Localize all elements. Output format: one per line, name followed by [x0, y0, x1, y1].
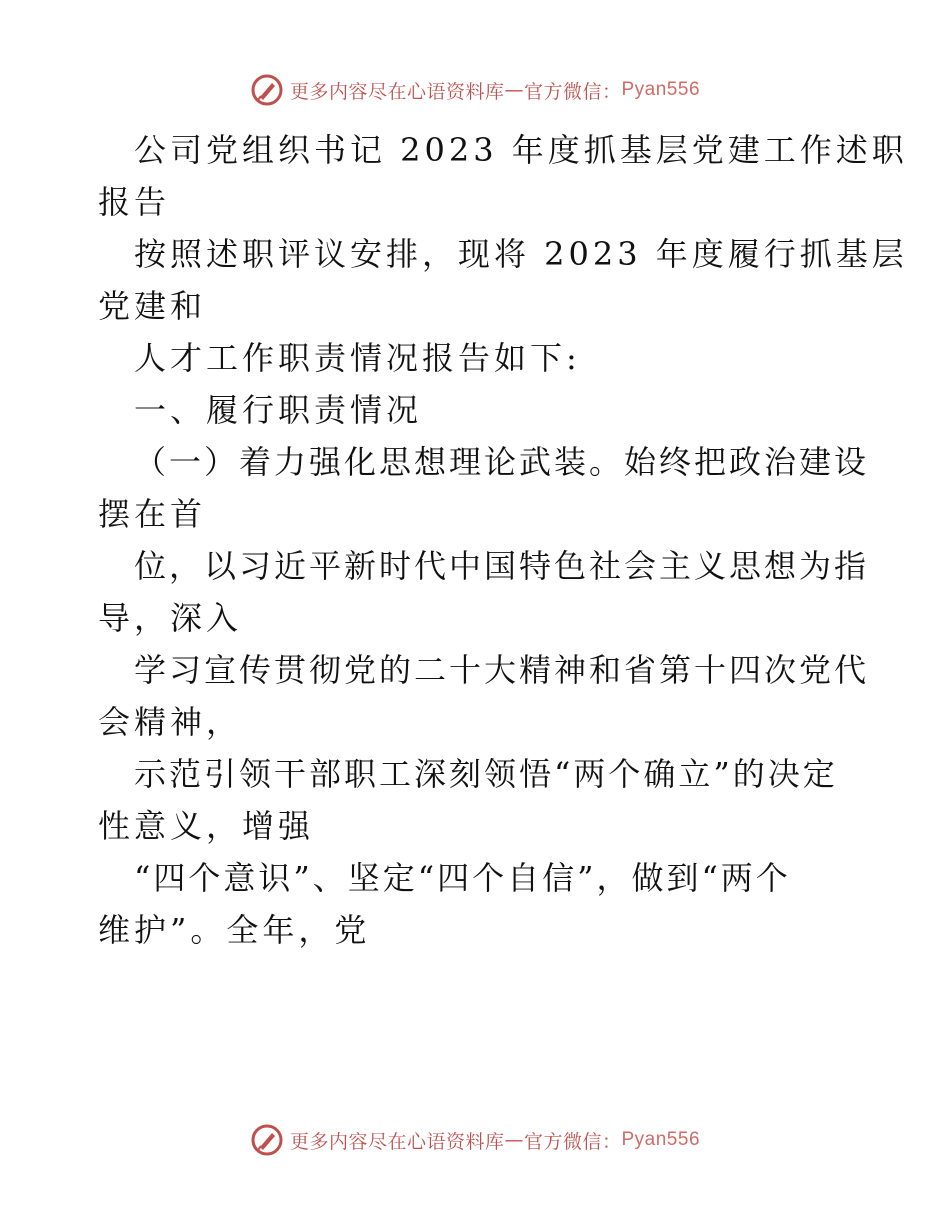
banner-handle-text: Pyan556 — [621, 79, 701, 100]
paragraph-line: 维护”。全年，党 — [98, 911, 371, 949]
paragraph-line: 导，深入 — [98, 599, 243, 637]
paragraph-line: 会精神， — [98, 703, 243, 741]
paragraph-line: “四个意识”、坚定“四个自信”，做到“两个 — [134, 859, 791, 897]
section-heading: 一、履行职责情况 — [134, 391, 423, 429]
paragraph-line: 人才工作职责情况报告如下: — [134, 339, 581, 377]
title-line-2: 报告 — [98, 183, 171, 221]
watermark-logo-icon — [250, 73, 284, 107]
document-body — [98, 124, 908, 956]
footer-watermark-banner — [0, 1120, 950, 1160]
paragraph-line: 党建和 — [98, 287, 207, 325]
banner-handle-text: Pyan556 — [621, 1129, 701, 1150]
header-watermark-banner — [0, 70, 950, 110]
paragraph-line: 学习宣传贯彻党的二十大精神和省第十四次党代 — [134, 651, 870, 689]
banner-sub-text: 官方微信： — [523, 1130, 622, 1153]
paragraph-line: 按照述职评议安排，现将 2023 年度履行抓基层 — [134, 235, 908, 273]
paragraph-line: 位，以习近平新时代中国特色社会主义思想为指 — [134, 547, 870, 585]
banner-dash: — — [504, 1129, 524, 1151]
banner-sub-text: 官方微信： — [523, 80, 622, 103]
title-line-1: 公司党组织书记 2023 年度抓基层党建工作述职 — [134, 131, 908, 169]
paragraph-line: 性意义，增强 — [98, 807, 315, 845]
banner-main-text: 更多内容尽在心语资料库 — [289, 1130, 505, 1153]
paragraph-line: 示范引领干部职工深刻领悟“两个确立”的决定 — [134, 755, 838, 793]
paragraph-line: 摆在首 — [98, 495, 207, 533]
banner-main-text: 更多内容尽在心语资料库 — [289, 80, 505, 103]
paragraph-line: （一）着力强化思想理论武装。始终把政治建设 — [134, 443, 870, 481]
watermark-logo-icon — [250, 1123, 284, 1157]
banner-dash: — — [504, 79, 524, 101]
